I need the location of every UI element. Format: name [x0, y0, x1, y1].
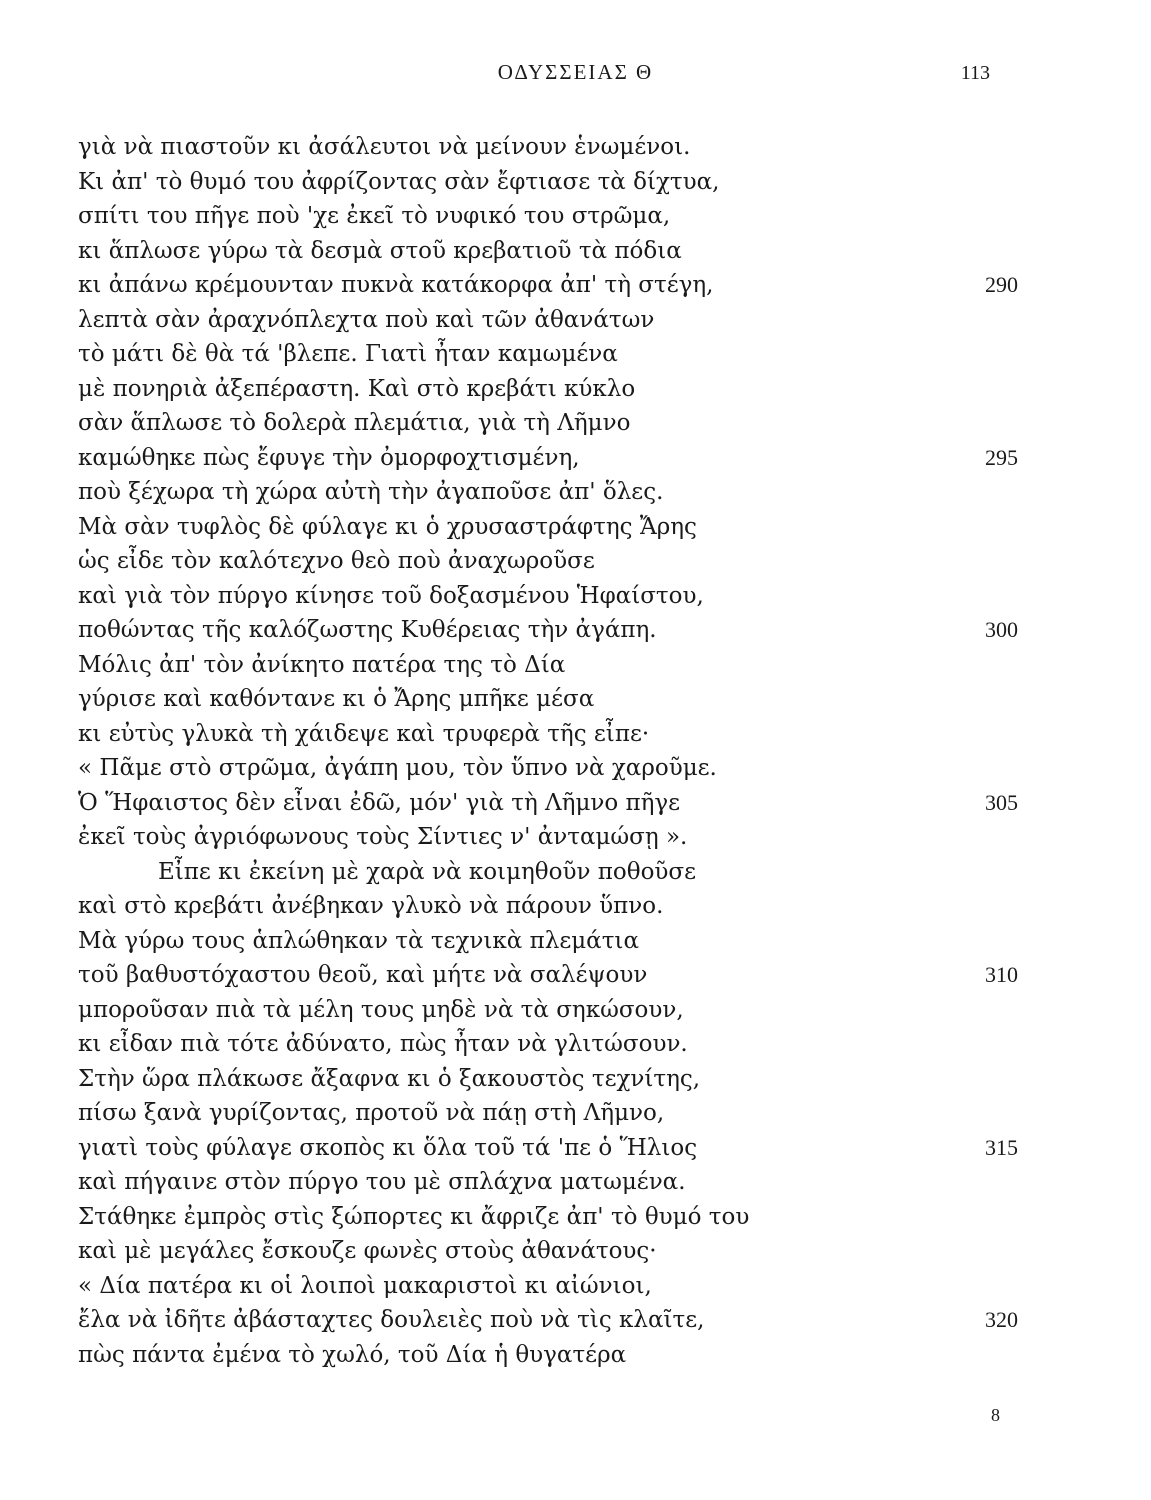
verse-text: καμώθηκε πὼς ἔφυγε τὴν ὀμορφοχτισμένη,	[78, 444, 580, 471]
verse-text: Μὰ σὰν τυφλὸς δὲ φύλαγε κι ὁ χρυσαστράφτης Ἄρης	[78, 513, 697, 540]
verse-line	[78, 613, 1018, 648]
verse-line	[78, 1269, 1018, 1304]
verse-text: κι ἀπάνω κρέμουνταν πυκνὰ κατάκορφα ἀπ' τὴ στέγη,	[78, 272, 714, 298]
verse-line	[78, 1027, 1018, 1062]
signature-mark: 8	[991, 1405, 1000, 1425]
verse-line	[78, 303, 1018, 338]
verse-text: καὶ πήγαινε στὸν πύργο του μὲ σπλάχνα ματωμένα.	[78, 1169, 686, 1195]
verse-text: γύρισε καὶ καθόντανε κι ὁ Ἄρης μπῆκε μέσα	[78, 686, 595, 712]
verse-text: Εἶπε κι ἐκείνη μὲ χαρὰ νὰ κοιμηθοῦν ποθοῦσε	[158, 858, 697, 885]
verse-line	[78, 1096, 1018, 1131]
verse-text: μποροῦσαν πιὰ τὰ μέλη τους μηδὲ νὰ τὰ σηκώσουν,	[78, 996, 684, 1023]
verse-line	[78, 1234, 1018, 1269]
running-header: ΟΔΥΣΣΕΙΑΣ Θ	[497, 60, 654, 84]
verse-line	[78, 648, 1018, 683]
verse-text: τὸ μάτι δὲ θὰ τά 'βλεπε. Γιατὶ ἦταν καμωμένα	[78, 341, 618, 367]
verse-text: κι εἶδαν πιὰ τότε ἀδύνατο, πὼς ἦταν νὰ γλιτώσουν.	[78, 1031, 688, 1057]
verse-text: πίσω ξανὰ γυρίζοντας, προτοῦ νὰ πάῃ στὴ Λῆμνο,	[78, 1100, 665, 1126]
verse-text: Ὁ Ἥφαιστος δὲν εἶναι ἐδῶ, μόν' γιὰ τὴ Λῆμνο πῆγε	[78, 789, 681, 816]
verse-text: ἐκεῖ τοὺς ἀγριόφωνους τοὺς Σίντιες ν' ἀνταμώσῃ ».	[78, 824, 688, 850]
verse-line	[78, 337, 1018, 372]
verse-line	[78, 993, 1018, 1028]
verse-line	[78, 199, 1018, 234]
verse-text: πὼς πάντα ἐμένα τὸ χωλό, τοῦ Δία ἡ θυγατέρα	[78, 1341, 627, 1368]
verse-line	[78, 958, 1018, 993]
verse-text: Μόλις ἀπ' τὸν ἀνίκητο πατέρα της τὸ Δία	[78, 651, 566, 678]
verse-text: Στὴν ὥρα πλάκωσε ἄξαφνα κι ὁ ξακουστὸς τεχνίτης,	[78, 1065, 701, 1092]
verse-text: ποθώντας τῆς καλόζωστης Κυθέρειας τὴν ἀγάπη.	[78, 617, 657, 643]
verse-line	[78, 579, 1018, 614]
verse-text: σὰν ἅπλωσε τὸ δολερὰ πλεμάτια, γιὰ τὴ Λῆμνο	[78, 410, 631, 436]
verse-text: μὲ πονηριὰ ἀξεπέραστη. Καὶ στὸ κρεβάτι κύκλο	[78, 375, 636, 402]
verse-line	[78, 820, 1018, 855]
verse-text: « Πᾶμε στὸ στρῶμα, ἀγάπη μου, τὸν ὕπνο νὰ χαροῦμε.	[78, 755, 717, 781]
verse-line	[78, 717, 1018, 752]
verse-block	[78, 130, 1018, 1372]
verse-line	[78, 1338, 1018, 1373]
verse-line	[78, 1303, 1018, 1338]
verse-line	[78, 165, 1018, 200]
line-number: 315	[985, 1134, 1018, 1160]
verse-line	[78, 1165, 1018, 1200]
verse-text: λεπτὰ σὰν ἀραχνόπλεχτα ποὺ καὶ τῶν ἀθανάτων	[78, 306, 655, 333]
verse-line	[78, 234, 1018, 269]
verse-text: καὶ μὲ μεγάλες ἔσκουζε φωνὲς στοὺς ἀθανάτους·	[78, 1238, 657, 1264]
verse-line	[78, 751, 1018, 786]
verse-line	[78, 441, 1018, 476]
verse-line	[78, 544, 1018, 579]
verse-line	[78, 682, 1018, 717]
verse-text: Στάθηκε ἐμπρὸς στὶς ξώπορτες κι ἄφριζε ἀπ' τὸ θυμό του	[78, 1203, 750, 1230]
line-number: 290	[985, 272, 1018, 297]
verse-text: τοῦ βαθυστόχαστου θεοῦ, καὶ μήτε νὰ σαλέψουν	[78, 962, 648, 988]
line-number: 310	[985, 962, 1018, 987]
verse-text: καὶ γιὰ τὸν πύργο κίνησε τοῦ δοξασμένου Ἡφαίστου,	[78, 582, 704, 609]
verse-text: κι εὐτὺς γλυκὰ τὴ χάιδεψε καὶ τρυφερὰ τῆς εἶπε·	[78, 720, 650, 747]
page-number: 113	[960, 62, 990, 84]
verse-line	[78, 1062, 1018, 1097]
line-number: 295	[985, 444, 1018, 470]
verse-text: σπίτι του πῆγε ποὺ 'χε ἐκεῖ τὸ νυφικό του στρῶμα,	[78, 203, 671, 229]
verse-line	[78, 786, 1018, 821]
verse-text: « Δία πατέρα κι οἱ λοιποὶ μακαριστοὶ κι αἰώνιοι,	[78, 1272, 652, 1299]
verse-line	[78, 889, 1018, 924]
verse-text: ὡς εἶδε τὸν καλότεχνο θεὸ ποὺ ἀναχωροῦσε	[78, 548, 595, 574]
verse-line	[78, 510, 1018, 545]
verse-text: ἔλα νὰ ἰδῆτε ἀβάσταχτες δουλειὲς ποὺ νὰ τὶς κλαῖτε,	[78, 1307, 705, 1333]
verse-text: Κι ἀπ' τὸ θυμό του ἀφρίζοντας σὰν ἔφτιασε τὰ δίχτυα,	[78, 168, 720, 195]
verse-line	[78, 1200, 1018, 1235]
verse-text: καὶ στὸ κρεβάτι ἀνέβηκαν γλυκὸ νὰ πάρουν ὕπνο.	[78, 893, 664, 919]
verse-line	[78, 855, 1018, 890]
verse-line	[78, 475, 1018, 510]
verse-line	[78, 406, 1018, 441]
verse-text: ποὺ ξέχωρα τὴ χώρα αὐτὴ τὴν ἀγαποῦσε ἀπ' ὅλες.	[78, 479, 664, 505]
verse-line	[78, 924, 1018, 959]
verse-line	[78, 1131, 1018, 1166]
verse-text: κι ἅπλωσε γύρω τὰ δεσμὰ στοῦ κρεβατιοῦ τὰ πόδια	[78, 237, 682, 264]
line-number: 320	[985, 1307, 1018, 1332]
line-number: 305	[985, 789, 1018, 815]
verse-line	[78, 372, 1018, 407]
verse-text: γιατὶ τοὺς φύλαγε σκοπὸς κι ὅλα τοῦ τά 'πε ὁ Ἥλιος	[78, 1134, 698, 1161]
verse-text: Μὰ γύρω τους ἁπλώθηκαν τὰ τεχνικὰ πλεμάτια	[78, 927, 639, 954]
verse-text: γιὰ νὰ πιαστοῦν κι ἀσάλευτοι νὰ μείνουν ἑνωμένοι.	[78, 134, 691, 160]
line-number: 300	[985, 617, 1018, 642]
verse-line	[78, 130, 1018, 165]
verse-line	[78, 268, 1018, 303]
